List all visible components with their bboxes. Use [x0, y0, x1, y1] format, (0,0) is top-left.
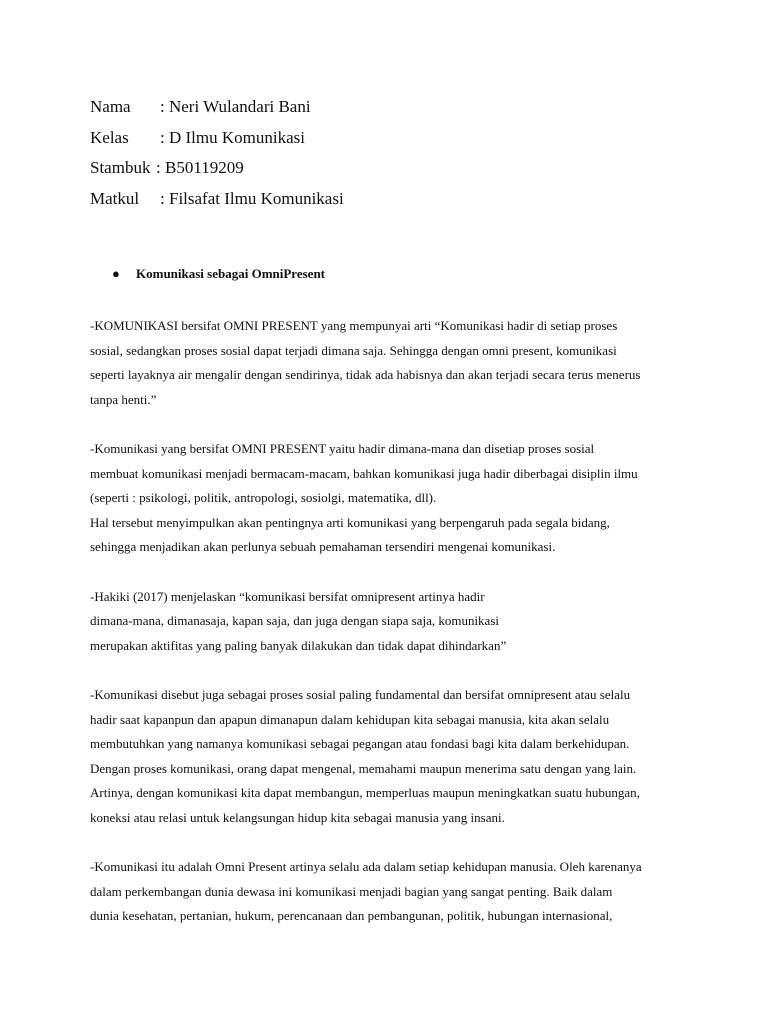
text-line: -KOMUNIKASI bersifat OMNI PRESENT yang mempunyai arti “Komunikasi hadir di setiap proses: [90, 318, 618, 333]
info-row-matkul: [90, 184, 344, 215]
section-heading: [112, 264, 325, 284]
text-line: Artinya, dengan komunikasi kita dapat membangun, memperluas maupun meningkatkan suatu hubungan,: [90, 785, 640, 801]
info-label: Nama: [90, 97, 131, 116]
body-text: [90, 314, 700, 953]
info-label: Kelas: [90, 127, 129, 147]
info-separator: :: [156, 158, 165, 177]
info-row-kelas: [90, 123, 344, 154]
text-line: merupakan aktifitas yang paling banyak dilakukan dan tidak dapat dihindarkan”: [90, 637, 507, 653]
text-line: seperti layaknya air mengalir dengan sendirinya, tidak ada habisnya dan akan terjadi secara terus menerus: [90, 367, 641, 383]
text-line: koneksi atau relasi untuk kelangsungan hidup kita sebagai manusia yang insani.: [90, 809, 505, 825]
bullet-icon: ●: [112, 266, 120, 281]
info-label: Matkul: [90, 188, 140, 208]
text-line: -Hakiki (2017) menjelaskan “komunikasi bersifat omnipresent artinya hadir: [90, 588, 485, 604]
text-line: hadir saat kapanpun dan apapun dimanapun dalam kehidupan kita sebagai manusia, kita akan selalu: [90, 711, 610, 727]
info-value: Neri Wulandari Bani: [168, 97, 311, 116]
info-separator: :: [160, 127, 169, 147]
text-line: Hal tersebut menyimpulkan akan pentingnya arti komunikasi yang berpengaruh pada segala bidang,: [90, 514, 610, 530]
paragraph: [90, 585, 700, 659]
text-line: -Komunikasi yang bersifat OMNI PRESENT yaitu hadir dimana-mana dan disetiap proses sosial: [90, 440, 595, 456]
info-row-stambuk: [90, 153, 344, 184]
info-value: Filsafat Ilmu Komunikasi: [168, 188, 344, 208]
text-line: -Komunikasi disebut juga sebagai proses sosial paling fundamental dan bersifat omnipresent atau selalu: [90, 686, 631, 702]
text-line: sehingga menjadikan akan perlunya sebuah pemahaman tersendiri mengenai komunikasi.: [90, 539, 556, 555]
text-line: membuat komunikasi menjadi bermacam-macam, bahkan komunikasi juga hadir diberbagai disiplin ilmu: [90, 465, 638, 481]
text-line: dunia kesehatan, pertanian, hukum, perencanaan dan pembangunan, politik, hubungan internasional,: [90, 908, 613, 924]
paragraph: [90, 314, 700, 412]
info-separator: :: [160, 188, 169, 208]
text-line: Dengan proses komunikasi, orang dapat mengenal, memahami maupun menerima satu dengan yang lain.: [90, 760, 637, 776]
text-line: dimana-mana, dimanasaja, kapan saja, dan juga dengan siapa saja, komunikasi: [90, 613, 499, 629]
info-label: Stambuk: [90, 158, 151, 177]
text-line: dalam perkembangan dunia dewasa ini komunikasi menjadi bagian yang sangat penting. Baik dalam: [90, 883, 613, 899]
student-info-block: [90, 92, 344, 214]
paragraph: [90, 437, 700, 560]
info-value: D Ilmu Komunikasi: [168, 127, 305, 147]
info-row-nama: [90, 92, 344, 123]
text-line: -Komunikasi itu adalah Omni Present artinya selalu ada dalam setiap kehidupan manusia. Oleh karenanya: [90, 859, 642, 875]
text-line: membutuhkan yang namanya komunikasi sebagai pegangan atau fondasi bagi kita dalam berkehidupan.: [90, 736, 630, 752]
text-line: sosial, sedangkan proses sosial dapat terjadi dimana saja. Sehingga dengan omni present, komunikasi: [90, 342, 617, 358]
paragraph: [90, 683, 700, 831]
section-heading-text: Komunikasi sebagai OmniPresent: [136, 266, 326, 281]
paragraph: [90, 855, 700, 929]
text-line: tanpa henti.”: [90, 391, 157, 407]
info-value: B50119209: [164, 158, 244, 177]
info-separator: :: [160, 97, 169, 116]
text-line: (seperti : psikologi, politik, antropologi, sosiolgi, matematika, dll).: [90, 490, 437, 506]
